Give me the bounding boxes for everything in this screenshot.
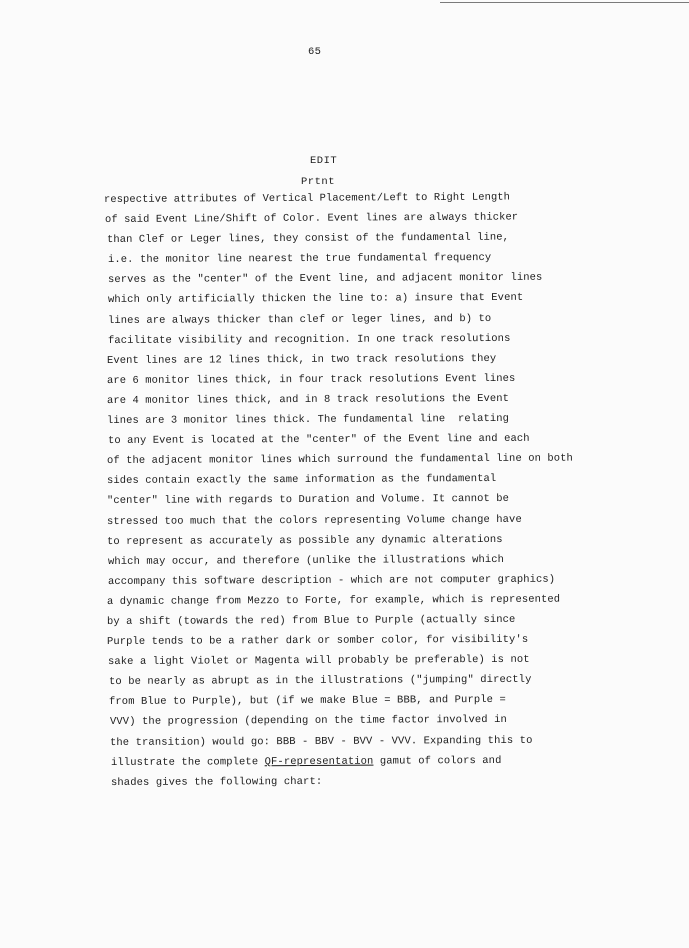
page-number: 65 <box>308 46 322 58</box>
body-line: i.e. the monitor line nearest the true fundamental frequency <box>107 252 492 267</box>
body-line: than Clef or Leger lines, they consist of the fundamental line, <box>106 231 510 247</box>
body-line-segment: gamut of colors and <box>373 754 502 768</box>
body-line: to represent as accurately as possible any dynamic alterations <box>106 533 503 548</box>
body-line-segment: illustrate the complete <box>110 755 265 769</box>
body-line: from Blue to Purple), but (if we make Blue = BBB, and Purple = <box>108 694 506 709</box>
body-line: "center" line with regards to Duration and Volume. It cannot be <box>106 493 510 508</box>
body-line <box>111 750 689 773</box>
body-line: VVV) the progression (depending on the time factor involved in <box>109 714 507 729</box>
body-line: to be nearly as abrupt as in the illustrations ("jumping" directly <box>108 674 532 689</box>
body-line: Event lines are 12 lines thick, in two track resolutions they <box>106 352 497 367</box>
body-line: are 6 monitor lines thick, in four track resolutions Event lines <box>106 372 516 387</box>
body-line: of said Event Line/Shift of Color. Event lines are always thicker <box>104 211 519 227</box>
body-line: to any Event is located at the "center" of the Event line and each <box>107 432 530 448</box>
body-line: serves as the "center" of the Event line, and adjacent monitor lines <box>107 272 543 287</box>
body-line: lines are always thicker than clef or leger lines, and b) to <box>107 312 492 327</box>
body-line: are 4 monitor lines thick, and in 8 track resolutions the Event <box>106 392 510 407</box>
body-line: Purple tends to be a rather dark or somber color, for visibility's <box>106 633 529 649</box>
body-line: sides contain exactly the same information as the fundamental <box>106 473 497 488</box>
body-text <box>104 190 689 793</box>
body-line: accompany this software description - which are not computer graphics) <box>107 573 556 588</box>
body-line: shades gives the following chart: <box>110 775 323 789</box>
section-heading: EDIT <box>310 155 338 167</box>
body-line: respective attributes of Vertical Placement/Left to Right Length <box>103 191 511 206</box>
body-line: of the adjacent monitor lines which surround the fundamental line on both <box>106 452 573 468</box>
top-edge-rule <box>440 2 689 3</box>
body-line: lines are 3 monitor lines thick. The fundamental line relating <box>106 412 510 428</box>
body-line: facilitate visibility and recognition. In one track resolutions <box>107 332 511 347</box>
body-line: which only artificially thicken the line to: a) insure that Event <box>107 292 524 307</box>
body-line: by a shift (towards the red) from Blue to Purple (actually since <box>106 613 516 628</box>
qf-representation-term: QF-representation <box>264 755 374 768</box>
body-line: the transition) would go: BBB - BBV - BVV - VVV. Expanding this to <box>109 734 533 749</box>
section-subheading: Prtnt <box>301 176 336 188</box>
body-line: a dynamic change from Mezzo to Forte, for example, which is represented <box>106 593 561 608</box>
body-line: stressed too much that the colors representing Volume change have <box>106 513 522 528</box>
body-line: sake a light Violet or Magenta will probably be preferable) is not <box>107 653 530 669</box>
body-line: which may occur, and therefore (unlike the illustrations which <box>107 553 505 568</box>
